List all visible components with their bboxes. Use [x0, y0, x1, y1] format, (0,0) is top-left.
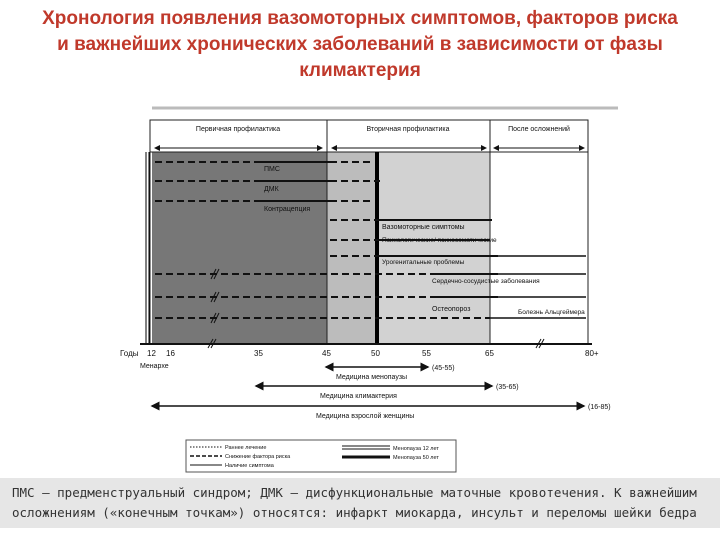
bar-cardio-label: Сердечно-сосудистые заболевания [432, 278, 540, 285]
legend-dashed: Снижение фактора риска [225, 454, 291, 460]
bar-urogenital-label: Урогенитальные проблемы [382, 259, 465, 266]
range-climacteric-label: Медицина климактерия [320, 393, 397, 400]
tick-45: 45 [322, 349, 331, 358]
tick-35: 35 [254, 349, 263, 358]
range-adult-label: Медицина взрослой женщины [316, 413, 415, 420]
tick-80: 80+ [585, 349, 599, 358]
bar-pms-label: ПМС [264, 166, 280, 173]
title-line-1: Хронология появления вазомоторных симптомов, факторов риска [42, 8, 678, 29]
caption-line-2: осложнениям («конечным точкам») относятся: инфаркт миокарда, инсульт и переломы шейки бедра [12, 505, 697, 520]
tick-12: 12 [147, 349, 156, 358]
range-menopause-years: (45-55) [432, 365, 455, 372]
legend-thick: Менопауза 50 лет [393, 455, 439, 461]
phase-primary-label: Первичная профилактика [195, 126, 281, 133]
bar-vasomotor-label: Вазомоторные симптомы [382, 224, 465, 231]
legend-double: Менопауза 12 лет [393, 446, 439, 452]
tick-16: 16 [166, 349, 175, 358]
bar-alzheimer-label: Болезнь Альцгеймера [518, 309, 585, 316]
bar-psych-label: Психологические/ психосоматические [382, 237, 497, 244]
bar-osteo-label: Остеопороз [432, 306, 471, 313]
legend [186, 440, 456, 472]
title-line-3: климактерия [299, 60, 421, 81]
title-line-2: и важнейших хронических заболеваний в зависимости от фазы [57, 34, 663, 55]
phase-after-label: После осложнений [508, 126, 570, 133]
bar-dmk-label: ДМК [264, 186, 279, 193]
tick-55: 55 [422, 349, 431, 358]
menarche-label: Менархе [140, 363, 169, 370]
range-climacteric-years: (35-65) [496, 384, 519, 391]
tick-50: 50 [371, 349, 380, 358]
tick-65: 65 [485, 349, 494, 358]
range-adult-years: (16-85) [588, 404, 611, 411]
axis-label: Годы [120, 349, 139, 358]
range-menopause-label: Медицина менопаузы [336, 374, 408, 381]
bar-contraception-label: Контрацепция [264, 206, 311, 213]
legend-dotted: Раннее лечение [225, 445, 267, 451]
caption-line-1: ПМС — предменструальный синдром; ДМК — дисфункциональные маточные кровотечения. К важнейшим [12, 485, 697, 500]
legend-thin: Наличие симптома [225, 463, 274, 469]
region-light [377, 152, 490, 344]
caption [0, 478, 720, 528]
phase-secondary-label: Вторичная профилактика [366, 126, 450, 133]
